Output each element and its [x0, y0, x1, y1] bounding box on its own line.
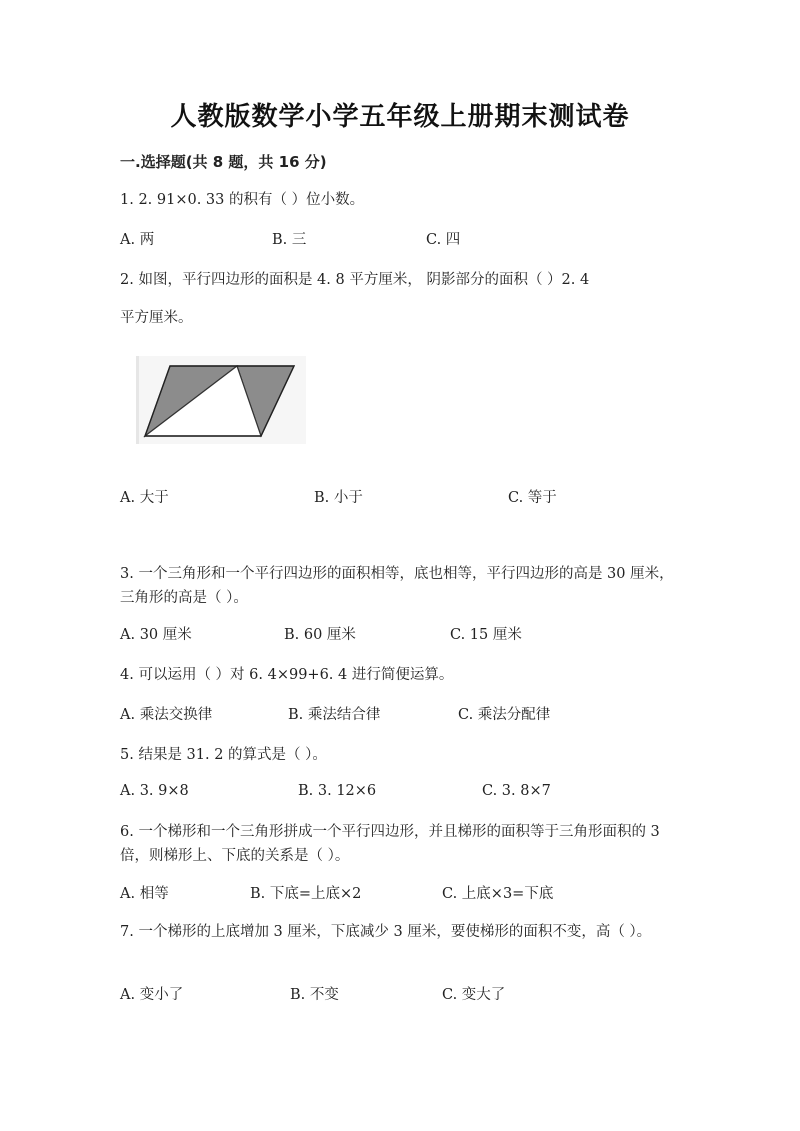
question-5-stem: 5. 结果是 31. 2 的算式是（ ）。 — [120, 747, 327, 763]
question-4-option-c: C. 乘法分配律 — [458, 707, 551, 723]
question-2-stem-line1: 2. 如图，平行四边形的面积是 4. 8 平方厘米， 阴影部分的面积（ ）2. 4 — [120, 272, 590, 288]
question-2-option-a: A. 大于 — [120, 490, 169, 506]
question-7-option-b: B. 不变 — [290, 987, 339, 1003]
question-1-option-c: C. 四 — [426, 232, 461, 248]
question-7-option-a: A. 变小了 — [120, 987, 184, 1003]
question-4-stem: 4. 可以运用（ ）对 6. 4×99+6. 4 进行简便运算。 — [120, 667, 454, 683]
question-7-option-c: C. 变大了 — [442, 987, 506, 1003]
question-2-option-c: C. 等于 — [508, 490, 557, 506]
question-3-stem: 3. 一个三角形和一个平行四边形的面积相等，底也相等，平行四边形的高是 30 厘米，三角形的高是（ ）。 — [120, 566, 674, 606]
question-4-option-a: A. 乘法交换律 — [120, 707, 213, 723]
figure-edge — [136, 356, 139, 444]
question-3-option-a: A. 30 厘米 — [120, 627, 192, 643]
section-heading: 一.选择题(共 8 题，共 16 分) — [120, 153, 327, 171]
question-6-option-a: A. 相等 — [120, 886, 169, 902]
question-5-option-a: A. 3. 9×8 — [120, 783, 189, 799]
question-7-stem: 7. 一个梯形的上底增加 3 厘米，下底减少 3 厘米，要使梯形的面积不变，高（ ）。 — [120, 924, 652, 940]
question-5-option-c: C. 3. 8×7 — [482, 783, 551, 799]
question-2-option-b: B. 小于 — [314, 490, 363, 506]
question-1-option-a: A. 两 — [120, 232, 155, 248]
question-4-option-b: B. 乘法结合律 — [288, 707, 381, 723]
question-6-option-b: B. 下底=上底×2 — [250, 886, 362, 902]
question-6-option-c: C. 上底×3=下底 — [442, 886, 554, 902]
question-6-stem: 6. 一个梯形和一个三角形拼成一个平行四边形，并且梯形的面积等于三角形面积的 3 倍，则梯形上、下底的关系是（ ）。 — [120, 824, 660, 864]
question-1-option-b: B. 三 — [272, 232, 307, 248]
question-5-option-b: B. 3. 12×6 — [298, 783, 377, 799]
question-3-option-c: C. 15 厘米 — [450, 627, 522, 643]
page-title: 人教版数学小学五年级上册期末测试卷 — [170, 102, 630, 132]
question-2-stem-line2: 平方厘米。 — [120, 310, 193, 326]
question-1-stem: 1. 2. 91×0. 33 的积有（ ）位小数。 — [120, 192, 365, 208]
parallelogram-figure — [136, 356, 306, 444]
question-3-option-b: B. 60 厘米 — [284, 627, 356, 643]
